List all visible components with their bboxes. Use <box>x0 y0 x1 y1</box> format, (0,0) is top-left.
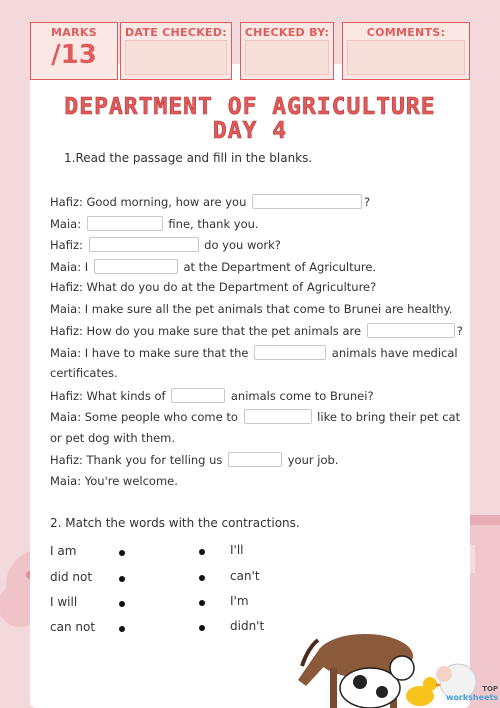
fill-in-blank[interactable] <box>228 452 282 467</box>
comments-box <box>342 22 470 80</box>
dialogue-text: ? <box>456 324 463 338</box>
dialogue-text: at the Department of Agriculture. <box>179 260 377 274</box>
dialogue-line <box>50 302 460 316</box>
match-right-dot[interactable] <box>199 600 205 606</box>
dialogue-text: Maia: I <box>50 260 92 274</box>
dialogue-text: Hafiz: What do you do at the Department of Agriculture? <box>50 280 377 294</box>
dialogue-line <box>50 237 460 252</box>
dialogue-text: animals come to Brunei? <box>227 389 374 403</box>
match-left-word: did not <box>50 570 93 584</box>
comments-label: COMMENTS: <box>366 26 446 39</box>
dialogue-text: Hafiz: Thank you for telling us <box>50 453 227 467</box>
dialogue-line <box>50 388 460 403</box>
dialogue-text: certificates. <box>50 366 118 380</box>
match-right-word: can't <box>230 569 260 583</box>
dialogue-line <box>50 259 460 274</box>
fill-in-blank[interactable] <box>89 237 199 252</box>
dialogue-line <box>50 474 460 488</box>
dialogue-text: your job. <box>284 453 339 467</box>
match-right-word: didn't <box>230 619 265 633</box>
dialogue-line <box>50 431 460 445</box>
match-left-dot[interactable] <box>119 576 125 582</box>
brand-logo-name: worksheets <box>446 693 499 702</box>
dialogue-text: fine, thank you. <box>164 217 259 231</box>
dialogue-text: Maia: Some people who come to <box>50 410 242 424</box>
match-right-dot[interactable] <box>199 575 205 581</box>
section1-instruction: 1.Read the passage and fill in the blanks. <box>64 151 313 165</box>
fill-in-blank[interactable] <box>254 345 326 360</box>
date-checked-field[interactable] <box>125 40 227 75</box>
match-right-dot[interactable] <box>199 625 205 631</box>
dialogue-line <box>50 280 460 294</box>
match-left-word: I am <box>50 544 77 558</box>
fill-in-blank[interactable] <box>252 194 362 209</box>
fill-in-blank[interactable] <box>367 323 455 338</box>
checked-by-field[interactable] <box>245 40 329 75</box>
dialogue-text: Maia: I make sure all the pet animals that come to Brunei are healthy. <box>50 302 453 316</box>
dialogue-line <box>50 366 460 380</box>
page-subtitle: DAY 4 <box>212 118 288 144</box>
dialogue-text: Maia: <box>50 217 85 231</box>
checked-by-label: CHECKED BY: <box>244 26 330 39</box>
match-left-word: can not <box>50 620 96 634</box>
fill-in-blank[interactable] <box>244 409 312 424</box>
dialogue-text: or pet dog with them. <box>50 431 176 445</box>
fill-in-blank[interactable] <box>87 216 163 231</box>
dialogue-text: Hafiz: What kinds of <box>50 389 170 403</box>
dialogue-line <box>50 323 463 338</box>
comments-field[interactable] <box>347 40 465 75</box>
dialogue-text: ? <box>364 195 371 209</box>
dialogue-text: Maia: I have to make sure that the <box>50 346 253 360</box>
match-left-dot[interactable] <box>119 626 125 632</box>
dialogue-text: Hafiz: How do you make sure that the pet animals are <box>50 324 365 338</box>
match-right-word: I'm <box>230 594 249 608</box>
dialogue-text: Hafiz: Good morning, how are you <box>50 195 251 209</box>
dialogue-line <box>50 216 460 231</box>
fill-in-blank[interactable] <box>171 388 225 403</box>
brand-logo-top: TOP <box>482 685 499 693</box>
match-left-dot[interactable] <box>119 601 125 607</box>
date-checked-box <box>120 22 232 80</box>
marks-label: MARKS <box>51 26 97 39</box>
checked-by-box <box>240 22 334 80</box>
dialogue-line <box>50 345 460 360</box>
duck-illustration <box>406 677 444 706</box>
marks-box <box>30 22 118 80</box>
match-right-dot[interactable] <box>199 549 205 555</box>
dialogue-text: animals have medical <box>328 346 458 360</box>
match-right-word: I'll <box>230 543 244 557</box>
marks-value: /13 <box>51 40 97 70</box>
brand-logo <box>446 685 498 702</box>
dialogue-line <box>50 409 460 424</box>
match-left-word: I will <box>50 595 78 609</box>
dialogue-text: Hafiz: <box>50 238 87 252</box>
section2-instruction: 2. Match the words with the contractions. <box>50 516 300 530</box>
dialogue-text: Maia: You're welcome. <box>50 474 178 488</box>
page-title: DEPARTMENT OF AGRICULTURE <box>64 94 436 120</box>
dialogue-text: do you work? <box>200 238 281 252</box>
match-left-dot[interactable] <box>119 550 125 556</box>
date-checked-label: DATE CHECKED: <box>125 26 227 39</box>
fill-in-blank[interactable] <box>94 259 178 274</box>
dialogue-line <box>50 452 460 467</box>
dialogue-text: like to bring their pet cat <box>313 410 461 424</box>
dialogue-line <box>50 194 460 209</box>
